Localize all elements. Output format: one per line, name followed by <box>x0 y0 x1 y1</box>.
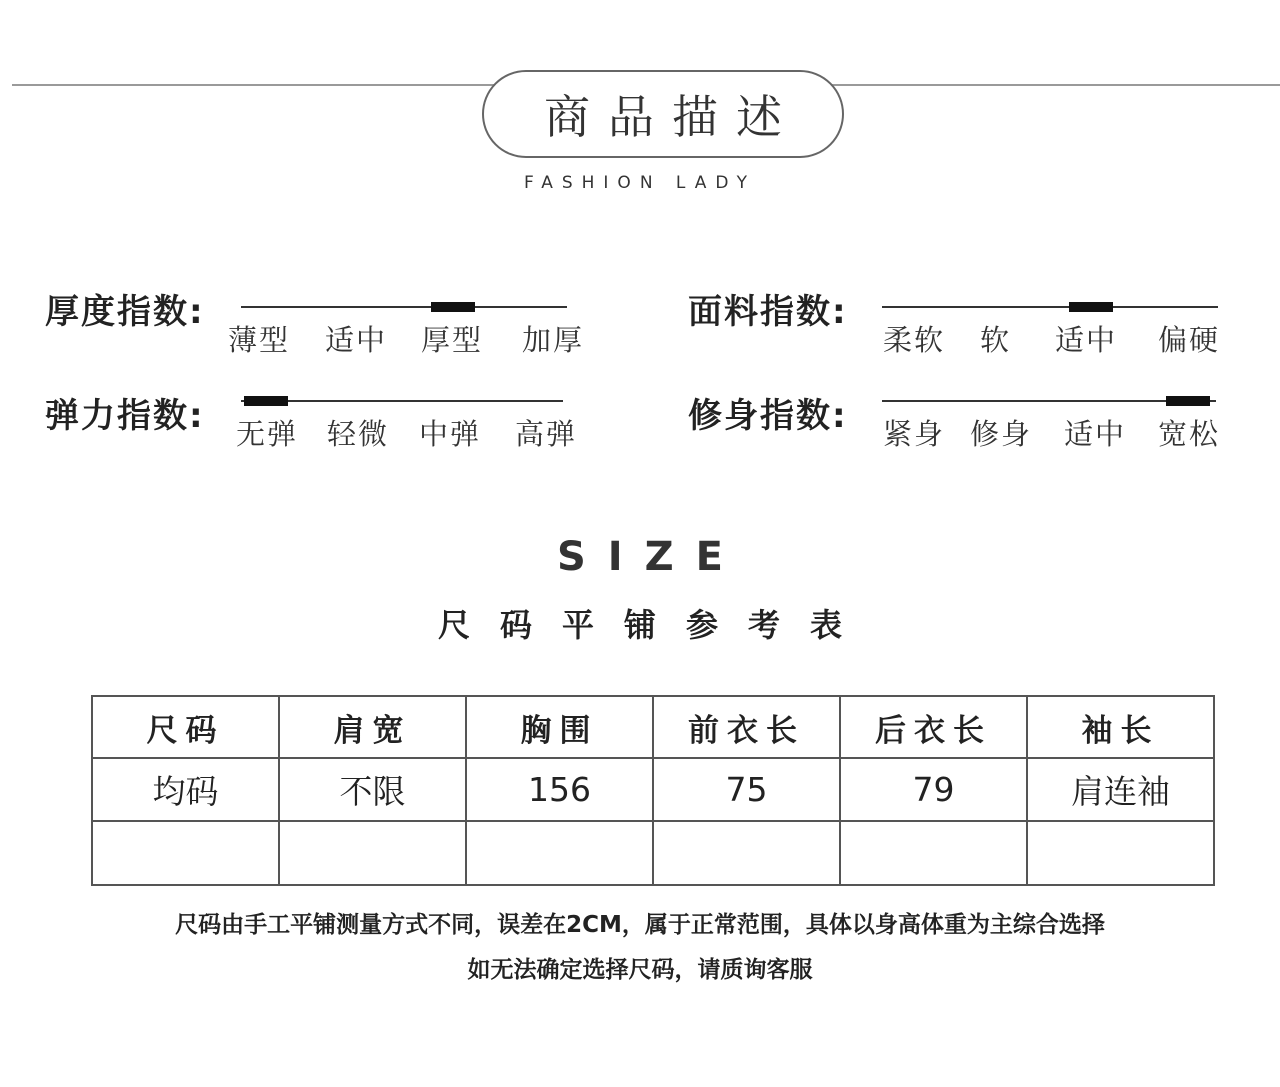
header-front-length: 前衣长 <box>653 696 840 758</box>
fabric-index-label: 面料指数: <box>688 292 848 332</box>
table-cell: 均码 <box>92 758 279 821</box>
table-cell <box>653 821 840 885</box>
measurement-note: 尺码由手工平铺测量方式不同，误差在2CM，属于正常范围，具体以身高体重为主综合选择 <box>175 912 1105 938</box>
table-cell <box>840 821 1027 885</box>
size-heading: SIZE <box>556 534 746 580</box>
table-cell: 不限 <box>279 758 466 821</box>
brand-subtitle: FASHION LADY <box>524 173 756 193</box>
scale-option: 适中 <box>325 323 388 357</box>
page-title: 商品描述 <box>544 90 800 144</box>
thickness-index-label: 厚度指数: <box>45 292 205 332</box>
scale-marker <box>431 302 475 312</box>
scale-option: 修身 <box>970 417 1033 451</box>
scale-option: 无弹 <box>236 417 299 451</box>
elasticity-index-label: 弹力指数: <box>45 396 205 436</box>
header-back-length: 后衣长 <box>840 696 1027 758</box>
table-cell: 75 <box>653 758 840 821</box>
scale-option: 偏硬 <box>1158 323 1221 357</box>
scale-option: 中弹 <box>419 417 482 451</box>
scale-option: 宽松 <box>1158 417 1221 451</box>
table-cell <box>466 821 653 885</box>
scale-option: 高弹 <box>515 417 578 451</box>
scale-line <box>241 306 567 308</box>
scale-option: 紧身 <box>883 417 946 451</box>
scale-option: 适中 <box>1055 323 1118 357</box>
table-cell <box>92 821 279 885</box>
header-sleeve: 袖长 <box>1027 696 1214 758</box>
table-cell <box>279 821 466 885</box>
header-size: 尺码 <box>92 696 279 758</box>
table-row <box>92 821 1214 885</box>
scale-line <box>882 306 1218 308</box>
scale-option: 适中 <box>1064 417 1127 451</box>
header-shoulder: 肩宽 <box>279 696 466 758</box>
size-table <box>91 695 1215 886</box>
fit-index-label: 修身指数: <box>688 396 848 436</box>
scale-option: 加厚 <box>522 323 585 357</box>
scale-marker <box>1069 302 1113 312</box>
table-cell: 79 <box>840 758 1027 821</box>
scale-line <box>241 400 563 402</box>
size-subheading: 尺码平铺参考表 <box>437 606 872 644</box>
table-cell <box>1027 821 1214 885</box>
scale-option: 厚型 <box>421 323 484 357</box>
scale-option: 薄型 <box>228 323 291 357</box>
table-cell: 156 <box>466 758 653 821</box>
scale-option: 软 <box>980 323 1012 357</box>
scale-marker <box>1166 396 1210 406</box>
scale-option: 轻微 <box>327 417 390 451</box>
title-badge <box>482 70 844 158</box>
table-row <box>92 758 1214 821</box>
scale-marker <box>244 396 288 406</box>
table-cell: 肩连袖 <box>1027 758 1214 821</box>
support-note: 如无法确定选择尺码，请质询客服 <box>467 957 813 983</box>
scale-option: 柔软 <box>883 323 946 357</box>
header-chest: 胸围 <box>466 696 653 758</box>
table-header-row <box>92 696 1214 758</box>
